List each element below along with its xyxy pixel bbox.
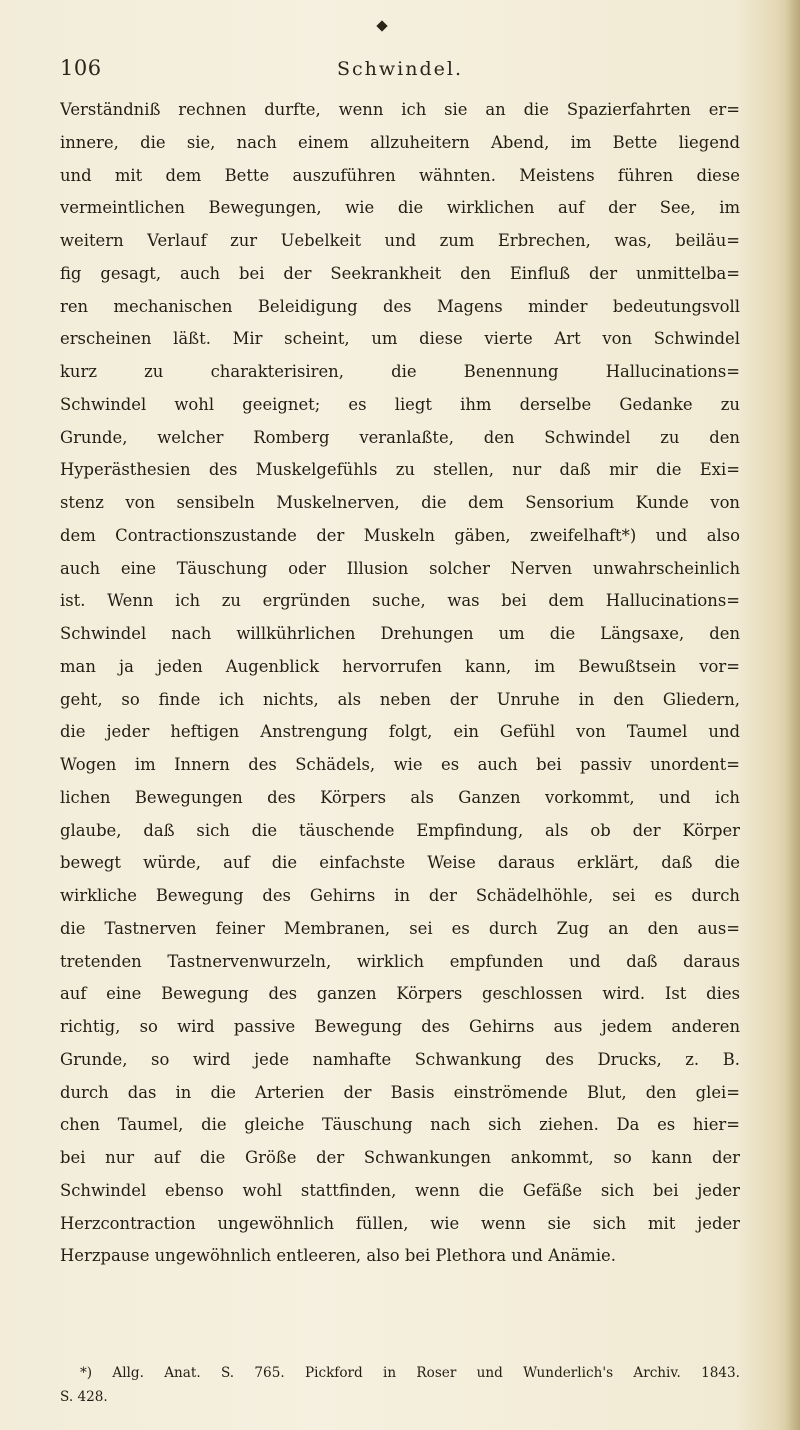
text-line: Wogen im Innern des Schädels, wie es auch bei passiv unordent= (60, 755, 740, 774)
text-line: weitern Verlauf zur Uebelkeit und zum Erbrechen, was, beiläu= (60, 231, 740, 250)
footnote-line: S. 428. (60, 1389, 108, 1405)
text-line: Herzcontraction ungewöhnlich füllen, wie wenn sie sich mit jeder (60, 1213, 740, 1233)
running-head: Schwindel. (337, 58, 463, 80)
text-line: erscheinen läßt. Mir scheint, um diese vierte Art von Schwindel (60, 329, 740, 349)
text-line: wirkliche Bewegung des Gehirns in der Schädelhöhle, sei es durch (60, 886, 740, 905)
text-line: durch das in die Arterien der Basis einströmende Blut, den glei= (60, 1082, 740, 1102)
text-line: geht, so finde ich nichts, als neben der Unruhe in den Gliedern, (60, 689, 740, 709)
text-line: fig gesagt, auch bei der Seekrankheit den Einfluß der unmittelba= (60, 263, 740, 283)
text-line: und mit dem Bette auszuführen wähnten. Meistens führen diese (60, 165, 740, 185)
text-line: chen Taumel, die gleiche Täuschung nach sich ziehen. Da es hier= (60, 1115, 740, 1135)
ink-mark (376, 20, 387, 31)
text-line: auch eine Täuschung oder Illusion solcher Nerven unwahrscheinlich (60, 558, 740, 578)
text-line: man ja jeden Augenblick hervorrufen kann, im Bewußtsein vor= (60, 656, 740, 676)
text-line: stenz von sensibeln Muskelnerven, die dem Sensorium Kunde von (60, 493, 740, 512)
text-line: die jeder heftigen Anstrengung folgt, ein Gefühl von Taumel und (60, 722, 740, 742)
text-line: auf eine Bewegung des ganzen Körpers geschlossen wird. Ist dies (60, 984, 740, 1004)
text-line: kurz zu charakterisiren, die Benennung Hallucinations= (60, 362, 740, 381)
text-line: tretenden Tastnervenwurzeln, wirklich empfunden und daß daraus (60, 951, 740, 971)
body-text (60, 94, 740, 1273)
text-line: Schwindel nach willkührlichen Drehungen um die Längsaxe, den (60, 624, 740, 643)
text-line: bewegt würde, auf die einfachste Weise daraus erklärt, daß die (60, 853, 740, 873)
text-line: lichen Bewegungen des Körpers als Ganzen vorkommt, und ich (60, 787, 740, 807)
text-line: Grunde, so wird jede namhafte Schwankung des Drucks, z. B. (60, 1049, 740, 1069)
text-line: Hyperästhesien des Muskelgefühls zu stellen, nur daß mir die Exi= (60, 460, 740, 480)
text-line: Herzpause ungewöhnlich entleeren, also bei Plethora und Anämie. (60, 1246, 616, 1266)
text-line: Schwindel ebenso wohl stattfinden, wenn die Gefäße sich bei jeder (60, 1180, 740, 1200)
text-line: Grunde, welcher Romberg veranlaßte, den Schwindel zu den (60, 427, 740, 447)
text-line: ist. Wenn ich zu ergründen suche, was bei dem Hallucinations= (60, 591, 740, 611)
text-line: dem Contractionszustande der Muskeln gäben, zweifelhaft*) und also (60, 525, 740, 545)
text-line: Schwindel wohl geeignet; es liegt ihm derselbe Gedanke zu (60, 394, 740, 414)
footnote (60, 1361, 740, 1409)
page-edge-shadow (786, 0, 800, 1430)
page-number: 106 (60, 56, 102, 80)
text-line: glaube, daß sich die täuschende Empfindung, als ob der Körper (60, 820, 740, 840)
text-line: ren mechanischen Beleidigung des Magens minder bedeutungsvoll (60, 296, 740, 316)
page-header (60, 56, 740, 86)
text-line: richtig, so wird passive Bewegung des Gehirns aus jedem anderen (60, 1017, 740, 1036)
text-line: bei nur auf die Größe der Schwankungen ankommt, so kann der (60, 1148, 740, 1167)
footnote-line: *) Allg. Anat. S. 765. Pickford in Roser und Wunderlich's Archiv. 1843. (80, 1365, 740, 1381)
text-line: innere, die sie, nach einem allzuheitern Abend, im Bette liegend (60, 132, 740, 152)
text-line: die Tastnerven feiner Membranen, sei es durch Zug an den aus= (60, 918, 740, 938)
text-line: Verständniß rechnen durfte, wenn ich sie an die Spazierfahrten er= (60, 100, 740, 119)
text-line: vermeintlichen Bewegungen, wie die wirklichen auf der See, im (60, 198, 740, 218)
